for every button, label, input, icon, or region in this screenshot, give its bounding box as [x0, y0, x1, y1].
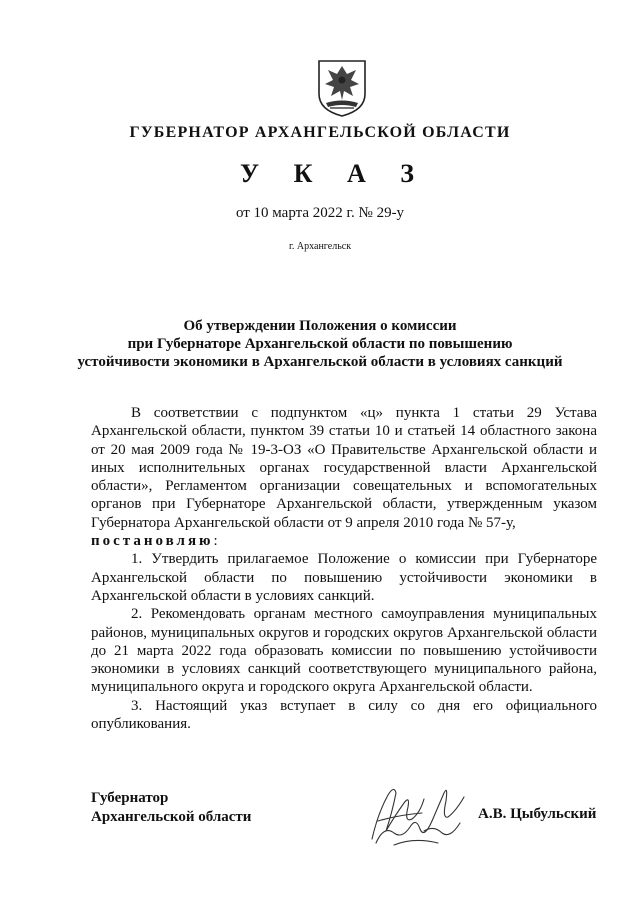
decree-colon: :	[213, 533, 218, 550]
coat-of-arms-icon	[316, 58, 368, 118]
title-line: устойчивости экономики в Архангельской области в условиях санкций	[77, 354, 563, 370]
signatory-position	[91, 789, 251, 827]
signatory-name: А.В. Цыбульский	[478, 806, 597, 822]
title-line: Об утверждении Положения о комиссии	[183, 318, 457, 334]
preamble-text: В соответствии с подпунктом «ц» пункта 1 статьи 29 Устава Архангельской области, пунктом 39 статьи 10 и статьей 14 областного закона от 20 мая 2009 года № 19-3-ОЗ «О Правительстве Архангельской области и иных исполнительных органах государственной власти Архангельской области», Регламентом организации совещательных и вспомогательных органов при Губернаторе Архангельской области, утвержденным указом Губернатора Архангельской области от 9 апреля 2010 года № 57-у,	[91, 405, 597, 531]
position-line: Губернатор	[91, 790, 169, 806]
position-line: Архангельской области	[91, 809, 252, 825]
document-title	[60, 317, 580, 371]
document-body	[91, 404, 597, 733]
document-type: У К А З	[240, 159, 428, 188]
decree-item: 3. Настоящий указ вступает в силу со дня его официального опубликования.	[91, 697, 597, 733]
preamble-paragraph	[91, 404, 597, 550]
decree-item: 1. Утвердить прилагаемое Положение о комиссии при Губернаторе Архангельской области по повышению устойчивости экономики в Архангельской области в условиях санкций.	[91, 551, 597, 604]
title-line: при Губернаторе Архангельской области по повышению	[127, 336, 513, 352]
place-of-issue: г. Архангельск	[288, 241, 352, 252]
decree-word: постановляю	[91, 533, 214, 550]
issuing-authority: ГУБЕРНАТОР АРХАНГЕЛЬСКОЙ ОБЛАСТИ	[129, 124, 511, 141]
decree-item: 2. Рекомендовать органам местного самоуправления муниципальных районов, муниципальных округов и городских округов Архангельской области до 21 марта 2022 года образовать комиссии по повышению устойчивости экономики в условиях санкций соответствующего муниципального района, муниципального округа и городского округа Архангельской области.	[91, 606, 597, 696]
handwritten-signature-icon	[364, 773, 474, 851]
date-and-number: от 10 марта 2022 г. № 29-у	[235, 205, 405, 221]
